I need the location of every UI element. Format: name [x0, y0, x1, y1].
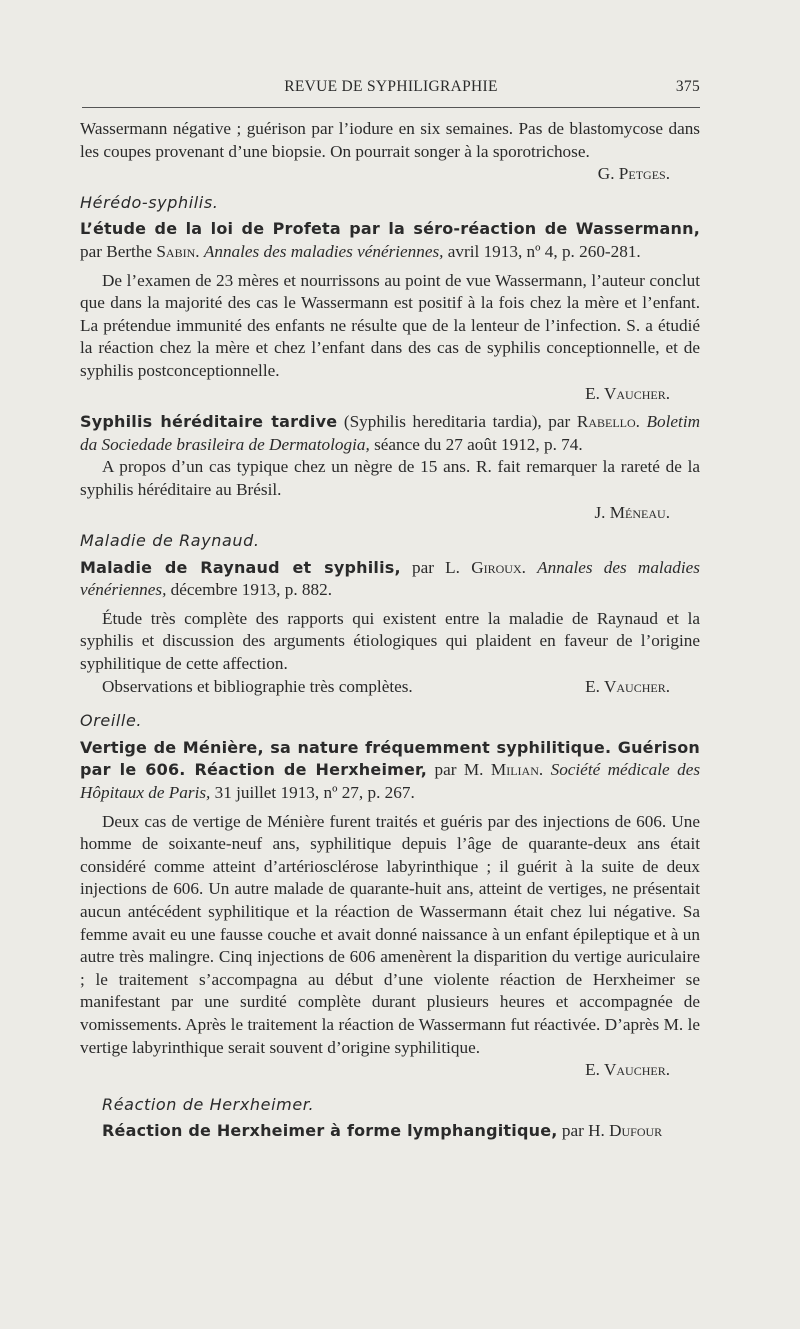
article-author: Milian. — [490, 760, 544, 780]
intro-signoff — [80, 163, 700, 186]
signature: E. Vaucher. — [585, 383, 670, 403]
section-heading: Hérédo-syphilis. — [80, 192, 219, 212]
article-journal: Annales des maladies vénériennes, — [203, 241, 444, 261]
article-author: Sabin. — [156, 241, 200, 261]
running-header — [82, 78, 700, 104]
article-reference: séance du 27 août 1912, p. 74. — [374, 434, 583, 454]
article-byline: par M. — [434, 760, 484, 780]
article-heading — [80, 411, 700, 456]
article-byline: par Berthe — [80, 241, 153, 261]
article-journal: Annales des maladies vénériennes, — [80, 557, 700, 600]
article-paragraph: A propos d’un cas typique chez un nègre de 15 ans. R. fait remarquer la rareté de la syphilis héréditaire au Brésil. — [80, 457, 700, 499]
article-reference: avril 1913, nº 4, p. 260-281. — [447, 241, 641, 261]
signature: G. Petges. — [597, 164, 670, 184]
article-title: L’étude de la loi de Profeta par la séro-réaction de Wassermann, — [80, 219, 700, 239]
body-text — [80, 118, 700, 1143]
article-subtitle: (Syphilis hereditaria tardia), par — [343, 412, 571, 432]
article-title: Réaction de Herxheimer à forme lymphangitique, — [102, 1121, 558, 1141]
article-paragraph: Deux cas de vertige de Ménière furent traités et guéris par des injections de 606. Une homme de soixante-neuf ans, syphilitique depuis l’âge de quarante-deux ans était considéré comme atteint d’artériosclérose labyrinthique ; il guérit à la suite de deux injections de 606. Un autre malade de quarante-huit ans, atteint de vertiges, ne présentait aucun antécédent syphilitique et la réaction de Wassermann était chez lui négative. Sa femme avait eu une fausse couche et avait donné naissance à un enfant épileptique et à un autre très malingre. Cinq injections de 606 amenèrent la disparition du vertige auriculaire ; le traitement s’accompagna au début d’une violente réaction de Herxheimer se manifestant par une surdité complète durant plusieurs heures et accompagnée de vomissements. Après le traitement la réaction de Wassermann fut réactivée. D’après M. le vertige labyrinthique serait souvent d’origine syphilitique. — [80, 811, 700, 1057]
section-heading: Maladie de Raynaud. — [80, 531, 260, 551]
article-signoff — [80, 676, 700, 699]
article-heading — [80, 737, 700, 805]
article-heading — [80, 1120, 700, 1143]
article-heading — [80, 557, 700, 602]
article-byline: par H. — [561, 1121, 605, 1141]
article-paragraph: De l’examen de 23 mères et nourrissons au point de vue Wassermann, l’auteur conclut que dans la majorité des cas le Wassermann est positif à la fois chez la mère et l’enfant. La prétendue immunité des enfants ne résulte que de la lenteur de l’infection. S. a étudié la réaction chez la mère et chez l’enfant dans des cas de syphilis conceptionnelle, et de syphilis postconceptionnelle. — [80, 270, 700, 380]
article-reference: décembre 1913, p. 882. — [170, 580, 332, 600]
section-heading: Oreille. — [80, 711, 143, 731]
article-signoff — [80, 1059, 700, 1082]
signature: E. Vaucher. — [585, 676, 670, 696]
article-journal: Société médicale des Hôpitaux de Paris, — [80, 760, 701, 803]
signature: E. Vaucher. — [585, 1060, 670, 1080]
section-heading: Réaction de Herxheimer. — [102, 1094, 315, 1114]
article-author: Dufour — [609, 1121, 663, 1141]
header-rule — [82, 107, 700, 108]
article-title: Syphilis héréditaire tardive — [80, 412, 338, 432]
article-author: Giroux. — [471, 557, 526, 577]
signature: J. Méneau. — [594, 502, 670, 522]
article-paragraph: Étude très complète des rapports qui existent entre la maladie de Raynaud et la syphilis et discussion des arguments étiologiques qui plaident en faveur de l’origine syphilitique de cette affection. — [80, 608, 700, 674]
article-byline: par L. — [412, 557, 460, 577]
journal-title: REVUE DE SYPHILIGRAPHIE — [284, 78, 498, 95]
page-number: 375 — [675, 78, 700, 95]
article-heading — [80, 218, 700, 263]
article-title: Vertige de Ménière, sa nature fréquemment syphilitique. Guérison par le 606. Réaction de Herxheimer, — [80, 737, 700, 780]
article-title: Maladie de Raynaud et syphilis, — [80, 557, 401, 577]
intro-paragraph: Wassermann négative ; guérison par l’iodure en six semaines. Pas de blastomycose dans les coupes provenant d’une biopsie. On pourrait songer à la sporotrichose. — [80, 119, 700, 161]
article-journal: Boletim da Sociedade brasileira de Dermatologia, — [80, 412, 701, 454]
article-last-line: Observations et bibliographie très complètes. — [102, 676, 413, 696]
article-signoff — [80, 383, 700, 406]
article-signoff — [80, 502, 700, 525]
article-reference: 31 juillet 1913, nº 27, p. 267. — [214, 783, 415, 803]
article-author: Rabello. — [576, 412, 640, 432]
